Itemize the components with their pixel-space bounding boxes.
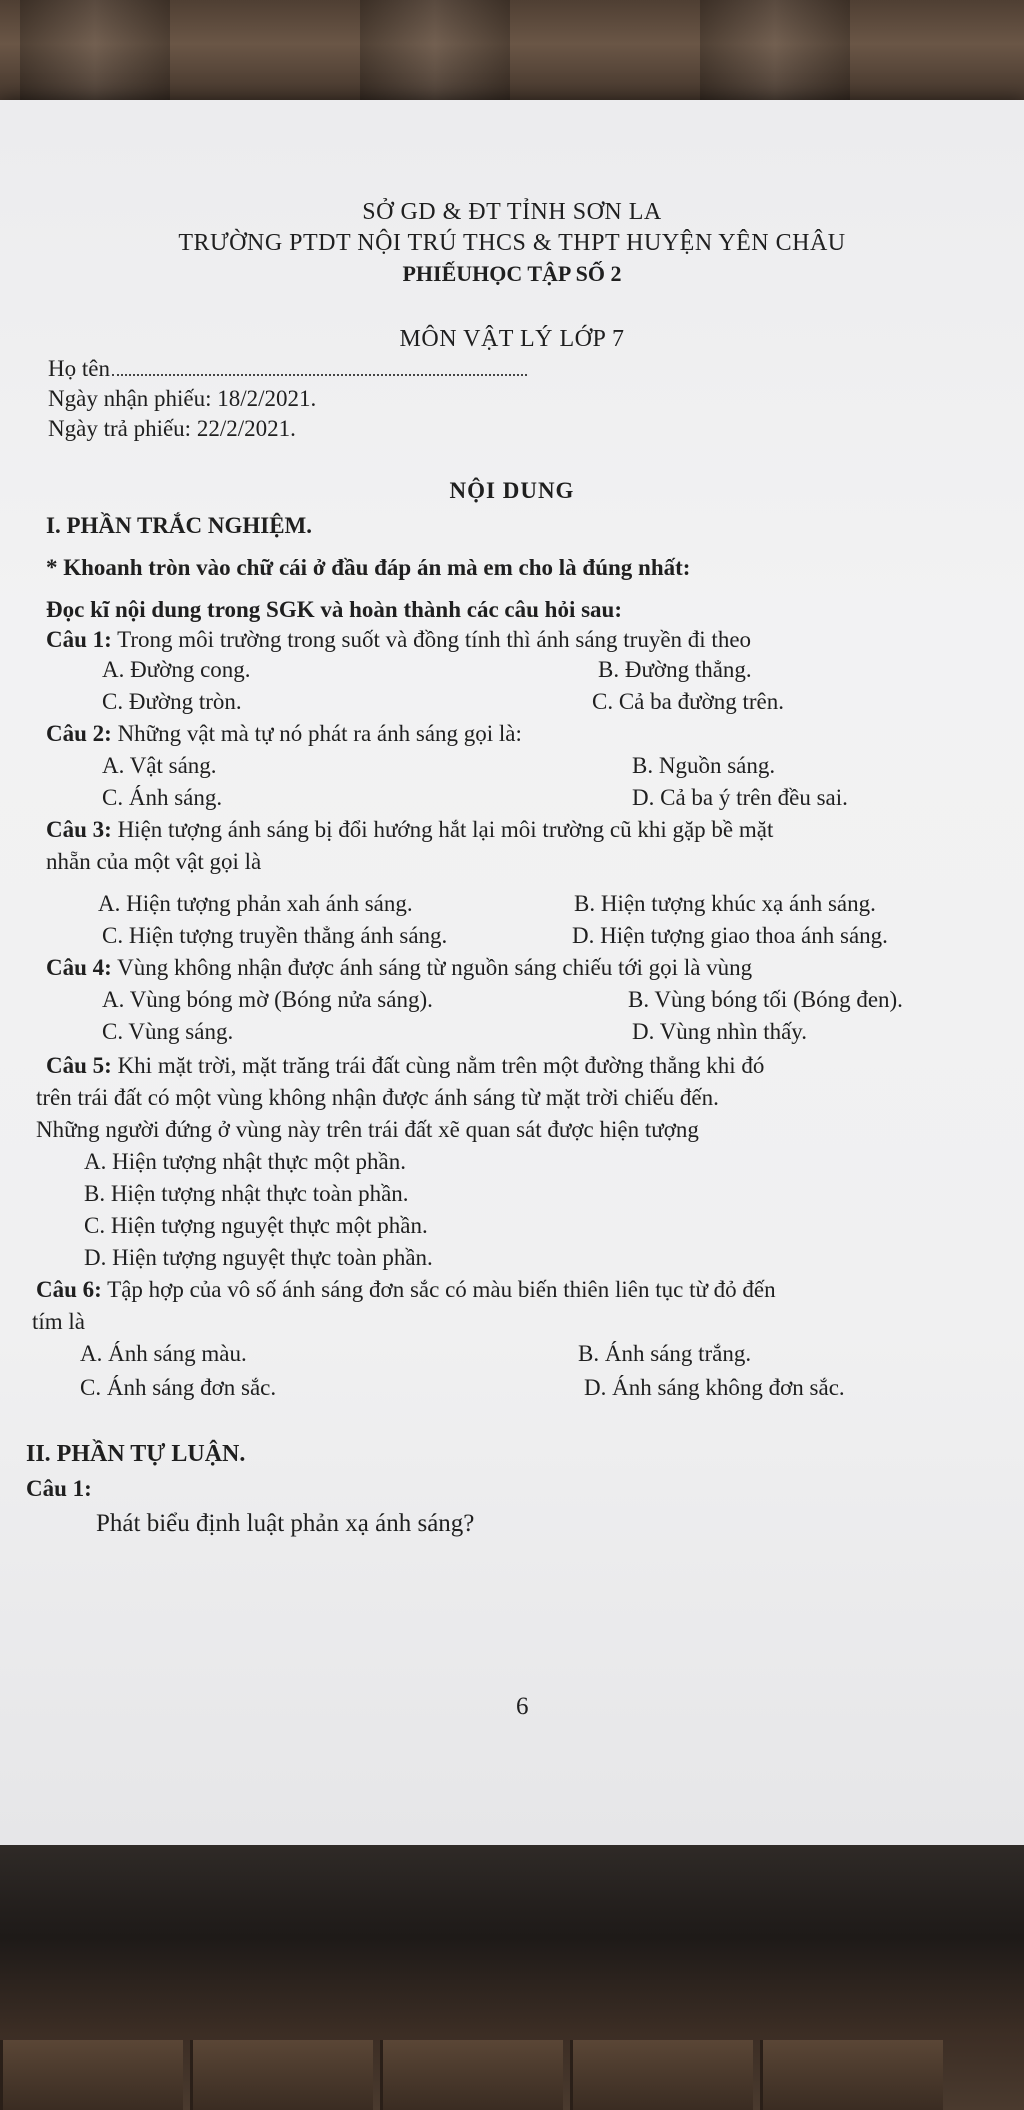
question-1 [46,626,751,654]
question-text: Những vật mà tự nó phát ra ánh sáng gọi là: [111,721,522,746]
question-text-continued: nhẵn của một vật gọi là [46,849,262,874]
floor-tile [0,2040,183,2110]
question-6 [36,1276,776,1304]
school-name: TRƯỜNG PTDT NỘI TRÚ THCS & THPT HUYỆN YÊN CHÂU [178,230,846,256]
option[interactable]: A. Hiện tượng phản xah ánh sáng. [98,891,413,916]
option[interactable]: B. Nguồn sáng. [632,753,776,778]
question-label: Câu 3: [46,817,112,842]
question-text: Khi mặt trời, mặt trăng trái đất cùng nằm trên một đường thẳng khi đó [111,1053,765,1078]
question-3 [46,816,773,844]
question-text-continued: trên trái đất có một vùng không nhận được ánh sáng từ mặt trời chiếu đến. [36,1085,719,1110]
question-4 [46,954,752,982]
window-slat [20,0,170,110]
worksheet-paper [0,100,1024,1850]
option[interactable]: D. Cả ba ý trên đều sai. [632,785,848,810]
option[interactable]: C. Ánh sáng đơn sắc. [80,1375,277,1400]
option[interactable]: C. Ánh sáng. [102,785,223,810]
question-label: Câu 5: [46,1053,112,1078]
question-label: Câu 6: [36,1277,102,1302]
question-text-continued: tím là [32,1309,86,1334]
window-slat [360,0,510,110]
option[interactable]: B. Vùng bóng tối (Bóng đen). [628,987,903,1012]
subject-title: MÔN VẬT LÝ LỚP 7 [399,326,625,352]
option[interactable]: C. Vùng sáng. [102,1019,234,1044]
option[interactable]: B. Hiện tượng nhật thực toàn phần. [84,1181,409,1206]
option[interactable]: A. Vật sáng. [102,753,217,778]
page-number: 6 [516,1693,529,1720]
question-2 [46,720,522,748]
option[interactable]: B. Hiện tượng khúc xạ ánh sáng. [574,891,876,916]
return-date: Ngày trả phiếu: 22/2/2021. [48,416,296,441]
option[interactable]: A. Hiện tượng nhật thực một phần. [84,1149,406,1174]
question-text: Tập hợp của vô số ánh sáng đơn sắc có màu biến thiên liên tục từ đỏ đến [101,1277,776,1302]
option[interactable]: B. Đường thẳng. [598,657,752,682]
question-text-continued: Những người đứng ở vùng này trên trái đất xẽ quan sát được hiện tượng [36,1117,699,1142]
background-bottom [0,1845,1024,2110]
received-date: Ngày nhận phiếu: 18/2/2021. [48,386,317,411]
option[interactable]: D. Hiện tượng giao thoa ánh sáng. [572,923,888,948]
floor-tile [760,2040,943,2110]
floor-tile [190,2040,373,2110]
option[interactable]: A. Ánh sáng màu. [80,1341,247,1366]
floor-tile [570,2040,753,2110]
department-name: SỞ GD & ĐT TỈNH SƠN LA [362,199,662,225]
option[interactable]: D. Hiện tượng nguyệt thực toàn phần. [84,1245,433,1270]
sheet-title: PHIẾUHỌC TẬP SỐ 2 [402,261,622,286]
content-heading: NỘI DUNG [449,478,575,503]
part2-question-label: Câu 1: [26,1476,92,1501]
option[interactable]: B. Ánh sáng trắng. [578,1341,752,1366]
part1-instruction: * Khoanh tròn vào chữ cái ở đầu đáp án mà em cho là đúng nhất: [46,555,691,580]
option[interactable]: A. Đường cong. [102,657,251,682]
background-top [0,0,1024,110]
question-text: Hiện tượng ánh sáng bị đổi hướng hắt lại môi trường cũ khi gặp bề mặt [111,817,774,842]
part2-heading: II. PHẦN TỰ LUẬN. [26,1441,246,1467]
option[interactable]: C. Hiện tượng nguyệt thực một phần. [84,1213,428,1238]
question-text: Vùng không nhận được ánh sáng từ nguồn sáng chiếu tới gọi là vùng [111,955,753,980]
window-slat [700,0,850,110]
question-label: Câu 2: [46,721,112,746]
question-5 [46,1052,764,1080]
question-text: Trong môi trường trong suốt và đồng tính thì ánh sáng truyền đi theo [111,627,752,652]
option[interactable]: C. Hiện tượng truyền thẳng ánh sáng. [102,923,448,948]
floor-tile [380,2040,563,2110]
name-field [48,355,527,383]
option[interactable]: C. Cả ba đường trên. [592,689,784,714]
option[interactable]: D. Ánh sáng không đơn sắc. [584,1375,845,1400]
option[interactable]: A. Vùng bóng mờ (Bóng nửa sáng). [102,987,433,1012]
part1-heading: I. PHẦN TRẮC NGHIỆM. [46,513,313,538]
question-label: Câu 4: [46,955,112,980]
option[interactable]: C. Đường tròn. [102,689,242,714]
question-label: Câu 1: [46,627,112,652]
name-label: Họ tên [48,356,110,381]
option[interactable]: D. Vùng nhìn thấy. [632,1019,808,1044]
name-dotted-line [112,372,527,376]
part2-question-text: Phát biểu định luật phản xạ ánh sáng? [96,1510,475,1537]
part1-sub-instruction: Đọc kĩ nội dung trong SGK và hoàn thành các câu hỏi sau: [46,597,622,622]
